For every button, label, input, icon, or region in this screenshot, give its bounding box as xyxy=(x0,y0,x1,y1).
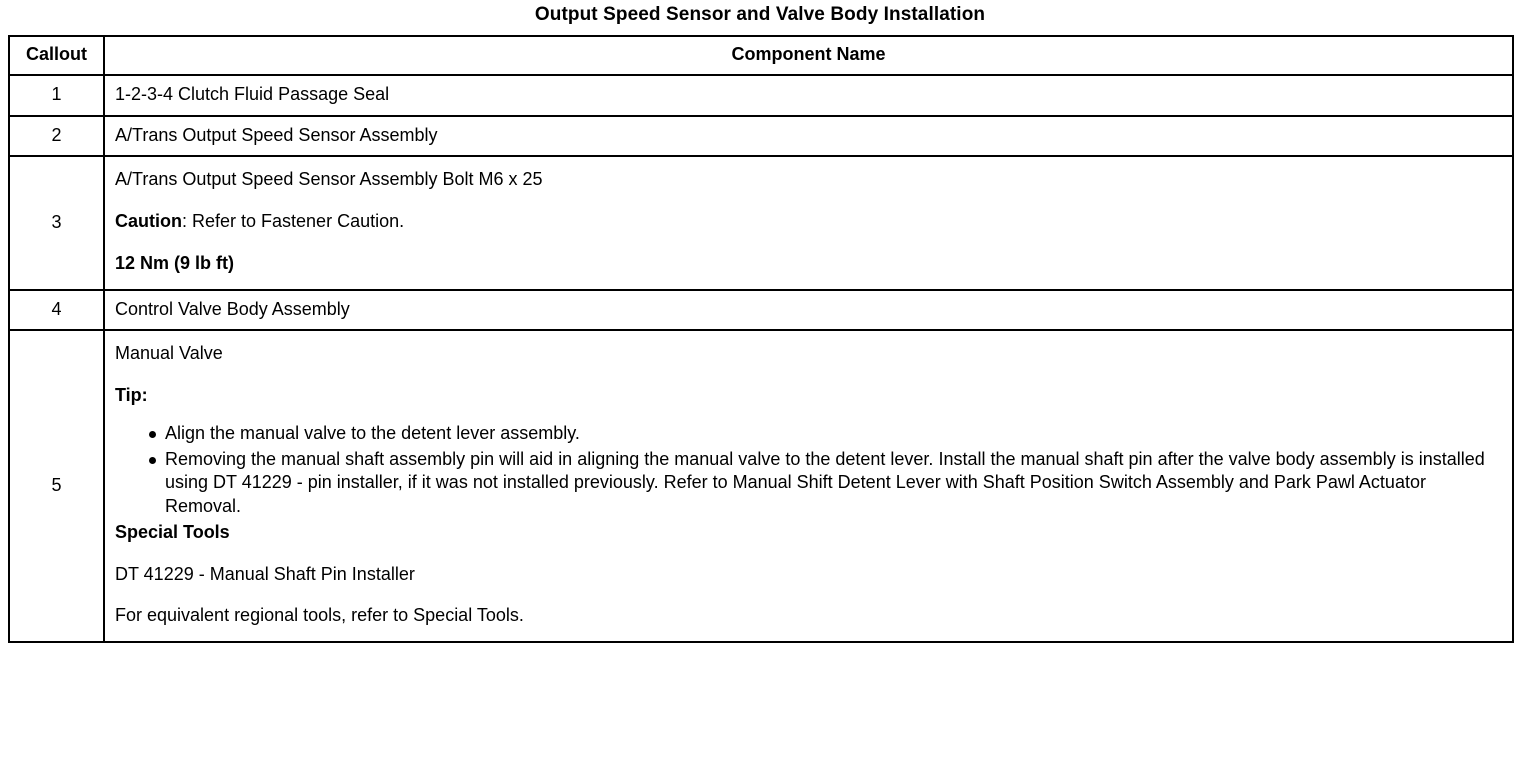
callout-number: 2 xyxy=(9,116,104,157)
column-header-component-name: Component Name xyxy=(104,36,1513,75)
table-row xyxy=(9,75,1513,116)
table-row xyxy=(9,116,1513,157)
special-tools-label: Special Tools xyxy=(115,521,230,542)
caution-text: : Refer to Fastener Caution. xyxy=(182,211,405,231)
caution-label: Caution xyxy=(115,211,182,231)
table-row xyxy=(9,156,1513,289)
component-description xyxy=(104,156,1513,289)
component-name-text: Manual Valve xyxy=(115,343,223,364)
component-description xyxy=(104,75,1513,116)
component-description xyxy=(104,330,1513,642)
component-name-text: A/Trans Output Speed Sensor Assembly Bolt M6 x 25 xyxy=(115,169,543,190)
special-tool-item: DT 41229 - Manual Shaft Pin Installer xyxy=(115,563,415,584)
table-row xyxy=(9,290,1513,331)
page-title: Output Speed Sensor and Valve Body Installation xyxy=(534,4,986,25)
component-name-text: Control Valve Body Assembly xyxy=(115,298,350,319)
list-item: Removing the manual shaft assembly pin will aid in aligning the manual valve to the detent lever. Install the manual shaft pin after the valve body assembly is installed using DT 41229 - pin installer, if it was not installed previously. Refer to Manual Shift Detent Lever with Shaft Position Switch Assembly and Park Pawl Actuator Removal. xyxy=(149,448,1502,519)
component-name-text: A/Trans Output Speed Sensor Assembly xyxy=(115,124,438,145)
column-header-callout: Callout xyxy=(9,36,104,75)
callout-number: 5 xyxy=(9,330,104,642)
callout-number: 4 xyxy=(9,290,104,331)
tip-label: Tip: xyxy=(115,385,148,405)
torque-spec: 12 Nm (9 lb ft) xyxy=(115,252,235,273)
component-name-text: 1-2-3-4 Clutch Fluid Passage Seal xyxy=(115,83,390,104)
tip-list xyxy=(115,422,1502,519)
component-table xyxy=(8,35,1514,643)
component-description xyxy=(104,290,1513,331)
caution-note xyxy=(115,210,1502,234)
regional-tools-note: For equivalent regional tools, refer to Special Tools. xyxy=(115,605,524,626)
table-row xyxy=(9,330,1513,642)
table-header-row xyxy=(9,36,1513,75)
callout-number: 1 xyxy=(9,75,104,116)
component-description xyxy=(104,116,1513,157)
list-item: Align the manual valve to the detent lever assembly. xyxy=(149,422,1502,446)
callout-number: 3 xyxy=(9,156,104,289)
